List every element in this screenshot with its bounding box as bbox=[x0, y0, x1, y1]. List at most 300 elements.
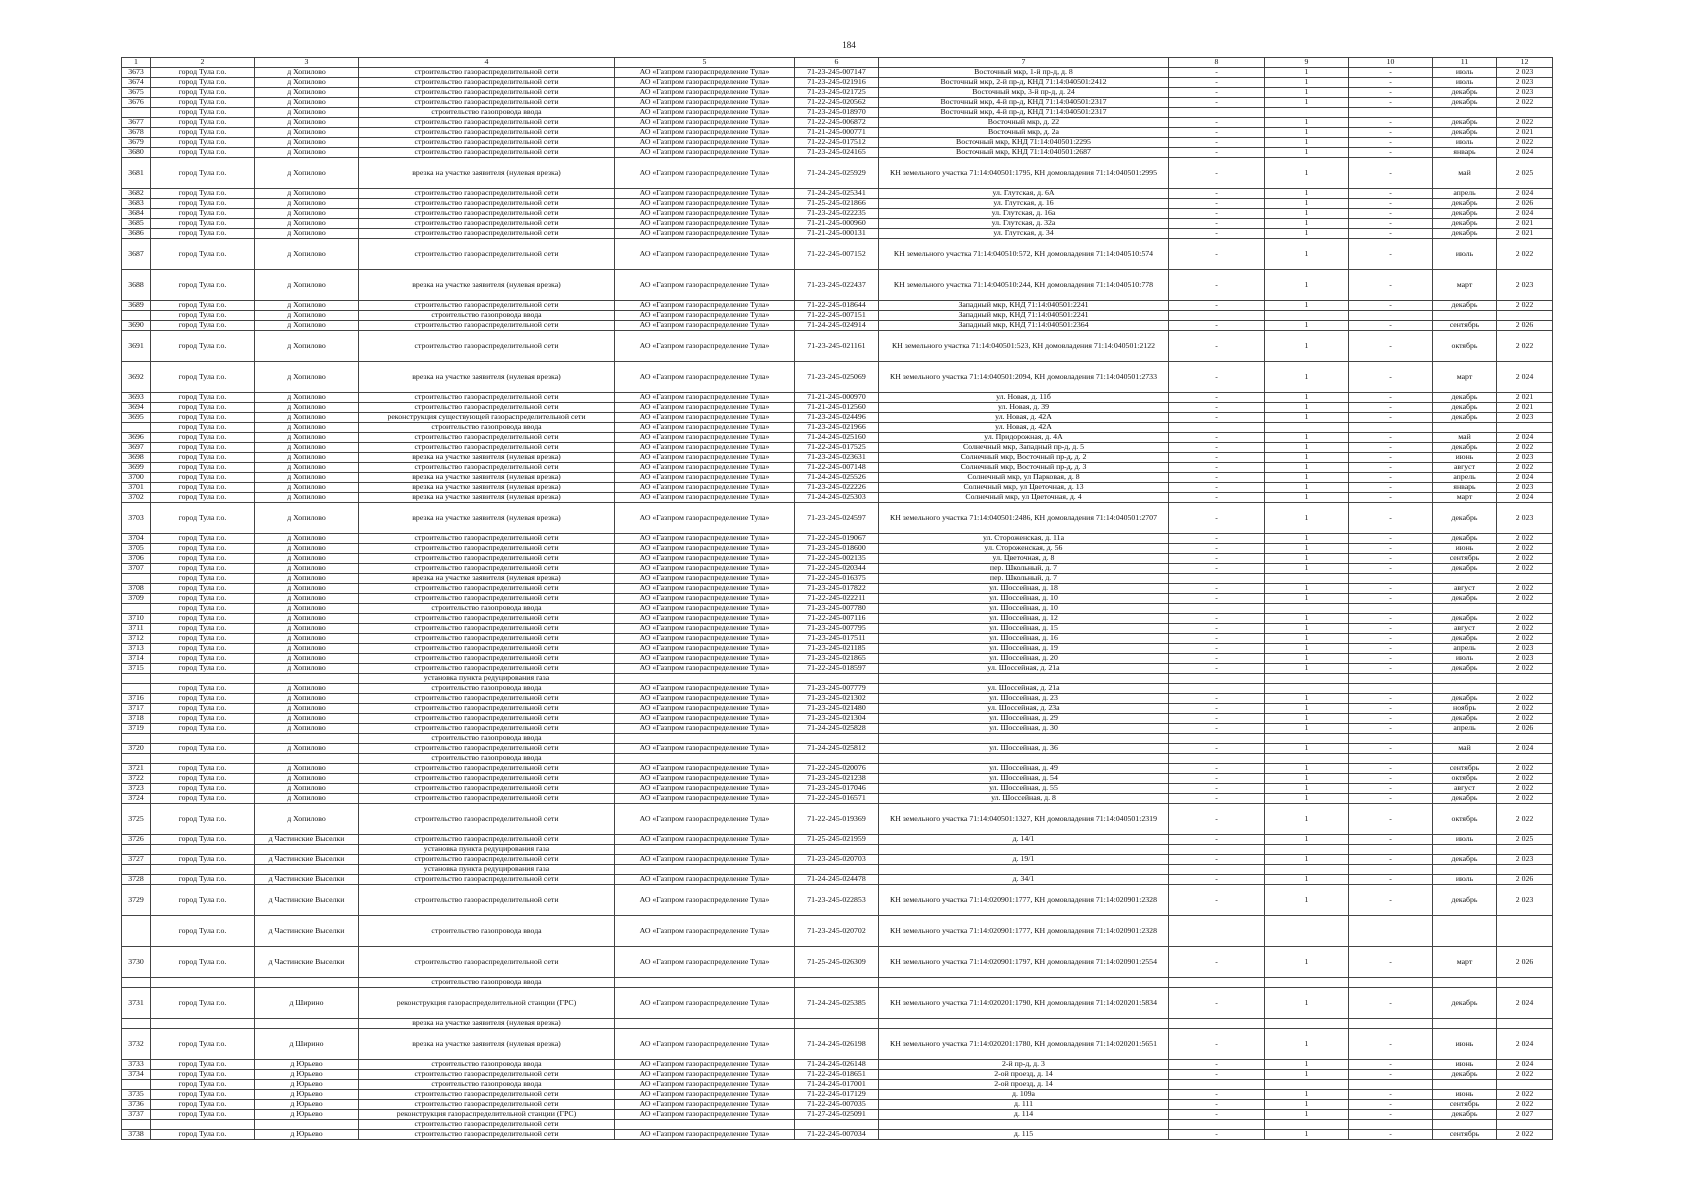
table-cell bbox=[879, 734, 1169, 744]
table-cell bbox=[795, 734, 879, 744]
table-row bbox=[122, 835, 1553, 845]
table-cell: 1 bbox=[1265, 128, 1349, 138]
table-cell: - bbox=[1169, 654, 1265, 664]
table-cell: 2 025 bbox=[1497, 835, 1553, 845]
table-row bbox=[122, 463, 1553, 473]
table-cell: строительство газораспределительной сети bbox=[359, 544, 615, 554]
table-cell: 71-22-245-020344 bbox=[795, 564, 879, 574]
table-cell: - bbox=[1349, 393, 1433, 403]
table-cell: 3722 bbox=[122, 774, 151, 784]
table-body bbox=[122, 68, 1553, 1140]
table-cell bbox=[1497, 674, 1553, 684]
table-cell: 71-22-245-016571 bbox=[795, 794, 879, 804]
table-cell: - bbox=[1169, 78, 1265, 88]
table-cell: - bbox=[1349, 774, 1433, 784]
table-cell: 71-22-245-020076 bbox=[795, 764, 879, 774]
table-cell bbox=[122, 734, 151, 744]
table-cell bbox=[1265, 108, 1349, 118]
table-cell: - bbox=[1169, 493, 1265, 503]
table-cell: врезка на участке заявителя (нулевая врезка) bbox=[359, 503, 615, 534]
table-cell: 2 022 bbox=[1497, 584, 1553, 594]
table-row bbox=[122, 503, 1553, 534]
table-cell: - bbox=[1349, 624, 1433, 634]
table-cell: АО «Газпром газораспределение Тула» bbox=[615, 68, 795, 78]
table-cell bbox=[1169, 734, 1265, 744]
table-cell: город Тула г.о. bbox=[151, 301, 255, 311]
table-cell: город Тула г.о. bbox=[151, 594, 255, 604]
table-cell: АО «Газпром газораспределение Тула» bbox=[615, 473, 795, 483]
table-cell: 2 023 bbox=[1497, 654, 1553, 664]
table-cell: д Хопилово bbox=[255, 493, 359, 503]
table-cell bbox=[795, 845, 879, 855]
table-cell: строительство газораспределительной сети bbox=[359, 534, 615, 544]
table-row bbox=[122, 158, 1553, 189]
table-cell: 71-27-245-025091 bbox=[795, 1110, 879, 1120]
table-cell: д Хопилово bbox=[255, 784, 359, 794]
table-cell: 1 bbox=[1265, 564, 1349, 574]
table-cell: АО «Газпром газораспределение Тула» bbox=[615, 564, 795, 574]
table-cell: строительство газораспределительной сети bbox=[359, 189, 615, 199]
table-cell: ул. Глутская, д. 16а bbox=[879, 209, 1169, 219]
table-row bbox=[122, 988, 1553, 1019]
table-cell: город Тула г.о. bbox=[151, 885, 255, 916]
table-cell: пер. Школьный, д. 7 bbox=[879, 564, 1169, 574]
table-cell: АО «Газпром газораспределение Тула» bbox=[615, 1070, 795, 1080]
table-row bbox=[122, 403, 1553, 413]
table-cell: - bbox=[1169, 483, 1265, 493]
table-cell: 71-23-245-021304 bbox=[795, 714, 879, 724]
table-cell: д. 34/1 bbox=[879, 875, 1169, 885]
table-cell bbox=[1433, 674, 1497, 684]
table-cell: 71-22-245-007034 bbox=[795, 1130, 879, 1140]
table-cell: АО «Газпром газораспределение Тула» bbox=[615, 694, 795, 704]
table-cell bbox=[1265, 311, 1349, 321]
table-cell: город Тула г.о. bbox=[151, 835, 255, 845]
table-cell: АО «Газпром газораспределение Тула» bbox=[615, 885, 795, 916]
table-row bbox=[122, 804, 1553, 835]
table-cell: - bbox=[1349, 270, 1433, 301]
table-cell: 71-24-245-017001 bbox=[795, 1080, 879, 1090]
table-cell: 71-23-245-024597 bbox=[795, 503, 879, 534]
table-cell: 3731 bbox=[122, 988, 151, 1019]
table-cell: Солнечный мкр, ул Цветочная, д. 13 bbox=[879, 483, 1169, 493]
column-header: 6 bbox=[795, 58, 879, 68]
table-row bbox=[122, 794, 1553, 804]
table-row bbox=[122, 714, 1553, 724]
table-cell: - bbox=[1169, 1130, 1265, 1140]
table-cell: 2 021 bbox=[1497, 403, 1553, 413]
column-header: 9 bbox=[1265, 58, 1349, 68]
table-cell: 3693 bbox=[122, 393, 151, 403]
table-cell: строительство газопровода ввода bbox=[359, 423, 615, 433]
table-cell: - bbox=[1349, 463, 1433, 473]
table-cell: строительство газораспределительной сети bbox=[359, 855, 615, 865]
table-cell: город Тула г.о. bbox=[151, 413, 255, 423]
table-cell: - bbox=[1349, 1130, 1433, 1140]
table-cell bbox=[795, 754, 879, 764]
table-cell: д Хопилово bbox=[255, 403, 359, 413]
table-cell: 3678 bbox=[122, 128, 151, 138]
table-cell: сентябрь bbox=[1433, 764, 1497, 774]
table-cell: 2 022 bbox=[1497, 664, 1553, 674]
table-cell: строительство газораспределительной сети bbox=[359, 463, 615, 473]
table-cell: декабрь bbox=[1433, 534, 1497, 544]
table-cell: город Тула г.о. bbox=[151, 68, 255, 78]
table-cell: 3695 bbox=[122, 413, 151, 423]
table-cell: д Хопилово bbox=[255, 413, 359, 423]
table-cell: Восточный мкр, 1-й пр-д, д. 8 bbox=[879, 68, 1169, 78]
table-cell: пер. Школьный, д. 7 bbox=[879, 574, 1169, 584]
table-row bbox=[122, 634, 1553, 644]
table-cell: декабрь bbox=[1433, 128, 1497, 138]
table-cell: строительство газораспределительной сети bbox=[359, 724, 615, 734]
table-cell: КН земельного участка 71:14:040501:2094, КН домовладения 71:14:040501:2733 bbox=[879, 362, 1169, 393]
table-cell bbox=[1169, 845, 1265, 855]
table-cell: 2 022 bbox=[1497, 784, 1553, 794]
table-cell: 1 bbox=[1265, 393, 1349, 403]
table-cell: 1 bbox=[1265, 664, 1349, 674]
table-cell: 1 bbox=[1265, 704, 1349, 714]
table-cell: 71-23-245-007780 bbox=[795, 604, 879, 614]
table-cell: 71-22-245-017525 bbox=[795, 443, 879, 453]
table-cell: ул. Шоссейная, д. 15 bbox=[879, 624, 1169, 634]
table-cell: ул. Шоссейная, д. 12 bbox=[879, 614, 1169, 624]
table-cell: АО «Газпром газораспределение Тула» bbox=[615, 764, 795, 774]
table-row bbox=[122, 321, 1553, 331]
table-cell: город Тула г.о. bbox=[151, 311, 255, 321]
table-cell: врезка на участке заявителя (нулевая врезка) bbox=[359, 270, 615, 301]
table-cell: - bbox=[1349, 1100, 1433, 1110]
table-cell bbox=[1349, 604, 1433, 614]
table-cell: декабрь bbox=[1433, 98, 1497, 108]
table-cell: 2 022 bbox=[1497, 614, 1553, 624]
table-cell: 1 bbox=[1265, 1100, 1349, 1110]
table-cell: город Тула г.о. bbox=[151, 704, 255, 714]
table-cell: январь bbox=[1433, 483, 1497, 493]
table-cell bbox=[122, 674, 151, 684]
table-cell: АО «Газпром газораспределение Тула» bbox=[615, 493, 795, 503]
table-cell bbox=[1433, 574, 1497, 584]
table-cell bbox=[1497, 311, 1553, 321]
table-row bbox=[122, 554, 1553, 564]
table-row bbox=[122, 885, 1553, 916]
table-cell: город Тула г.о. bbox=[151, 393, 255, 403]
table-cell: ул. Стороженская, д. 56 bbox=[879, 544, 1169, 554]
table-cell: Восточный мкр, 2-й пр-д, КНД 71:14:040501:2412 bbox=[879, 78, 1169, 88]
table-cell: - bbox=[1349, 988, 1433, 1019]
table-cell bbox=[1497, 916, 1553, 947]
table-cell: июль bbox=[1433, 239, 1497, 270]
column-header: 1 bbox=[122, 58, 151, 68]
table-row bbox=[122, 493, 1553, 503]
table-cell bbox=[1265, 845, 1349, 855]
table-cell: 2 022 bbox=[1497, 544, 1553, 554]
table-cell: 71-23-245-018600 bbox=[795, 544, 879, 554]
table-row bbox=[122, 774, 1553, 784]
table-cell: 3682 bbox=[122, 189, 151, 199]
table-cell: 3690 bbox=[122, 321, 151, 331]
table-cell: Восточный мкр, 4-й пр-д, КНД 71:14:040501:2317 bbox=[879, 108, 1169, 118]
table-cell: 2 024 bbox=[1497, 362, 1553, 393]
table-cell: д Хопилово bbox=[255, 189, 359, 199]
table-cell: ул. Глутская, д. 6А bbox=[879, 189, 1169, 199]
table-cell bbox=[1265, 684, 1349, 694]
table-cell: врезка на участке заявителя (нулевая врезка) bbox=[359, 483, 615, 493]
table-row bbox=[122, 78, 1553, 88]
table-cell: АО «Газпром газораспределение Тула» bbox=[615, 148, 795, 158]
table-cell: АО «Газпром газораспределение Тула» bbox=[615, 1130, 795, 1140]
table-cell bbox=[1433, 1019, 1497, 1029]
table-cell: город Тула г.о. bbox=[151, 804, 255, 835]
table-cell: июнь bbox=[1433, 1060, 1497, 1070]
table-cell: - bbox=[1169, 764, 1265, 774]
table-cell: 2 022 bbox=[1497, 98, 1553, 108]
table-cell: реконструкция газораспределительной станции (ГРС) bbox=[359, 1110, 615, 1120]
table-cell: 2 022 bbox=[1497, 301, 1553, 311]
table-cell: строительство газораспределительной сети bbox=[359, 614, 615, 624]
table-cell: АО «Газпром газораспределение Тула» bbox=[615, 804, 795, 835]
table-cell: д Хопилово bbox=[255, 483, 359, 493]
table-cell: город Тула г.о. bbox=[151, 694, 255, 704]
table-cell: строительство газораспределительной сети bbox=[359, 1090, 615, 1100]
table-cell bbox=[1497, 865, 1553, 875]
table-cell bbox=[1497, 1080, 1553, 1090]
table-cell: 2 022 bbox=[1497, 443, 1553, 453]
table-cell: город Тула г.о. bbox=[151, 1070, 255, 1080]
table-cell: - bbox=[1169, 393, 1265, 403]
table-cell: КН земельного участка 71:14:040501:523, КН домовладения 71:14:040501:2122 bbox=[879, 331, 1169, 362]
table-cell: ул. Шоссейная, д. 49 bbox=[879, 764, 1169, 774]
table-row bbox=[122, 754, 1553, 764]
table-cell: 3736 bbox=[122, 1100, 151, 1110]
table-cell: 2 022 bbox=[1497, 804, 1553, 835]
table-cell: ул. Шоссейная, д. 54 bbox=[879, 774, 1169, 784]
table-cell: 3729 bbox=[122, 885, 151, 916]
table-cell: 2 022 bbox=[1497, 1090, 1553, 1100]
table-cell: Солнечный мкр, Восточный пр-д, д. 2 bbox=[879, 453, 1169, 463]
table-cell: 71-23-245-021916 bbox=[795, 78, 879, 88]
table-cell: декабрь bbox=[1433, 664, 1497, 674]
table-cell: декабрь bbox=[1433, 413, 1497, 423]
table-cell: АО «Газпром газораспределение Тула» bbox=[615, 443, 795, 453]
table-cell: город Тула г.о. bbox=[151, 1080, 255, 1090]
table-cell: строительство газораспределительной сети bbox=[359, 794, 615, 804]
table-row bbox=[122, 413, 1553, 423]
table-cell: 71-24-245-025929 bbox=[795, 158, 879, 189]
table-cell: ул. Шоссейная, д. 18 bbox=[879, 584, 1169, 594]
table-cell: АО «Газпром газораспределение Тула» bbox=[615, 1080, 795, 1090]
table-cell bbox=[1169, 108, 1265, 118]
table-cell: д Хопилово bbox=[255, 148, 359, 158]
table-cell: д Частинские Выселки bbox=[255, 947, 359, 978]
table-cell bbox=[1265, 865, 1349, 875]
table-cell: - bbox=[1169, 885, 1265, 916]
table-cell: ул. Цветочная, д. 8 bbox=[879, 554, 1169, 564]
table-cell: Восточный мкр, 3-й пр-д, д. 24 bbox=[879, 88, 1169, 98]
table-cell: строительство газораспределительной сети bbox=[359, 694, 615, 704]
table-cell bbox=[1497, 684, 1553, 694]
table-cell: 1 bbox=[1265, 594, 1349, 604]
table-cell: 3720 bbox=[122, 744, 151, 754]
table-cell: д Хопилово bbox=[255, 331, 359, 362]
table-cell: АО «Газпром газораспределение Тула» bbox=[615, 584, 795, 594]
table-cell: октябрь bbox=[1433, 331, 1497, 362]
table-cell: 71-22-245-017129 bbox=[795, 1090, 879, 1100]
table-cell: город Тула г.о. bbox=[151, 78, 255, 88]
table-cell: ул. Шоссейная, д. 10 bbox=[879, 604, 1169, 614]
table-cell: д. 114 bbox=[879, 1110, 1169, 1120]
table-cell: декабрь bbox=[1433, 614, 1497, 624]
table-cell bbox=[795, 1120, 879, 1130]
table-cell: 71-23-245-024496 bbox=[795, 413, 879, 423]
table-cell: 3710 bbox=[122, 614, 151, 624]
table-cell: д Хопилово bbox=[255, 219, 359, 229]
table-cell: - bbox=[1349, 128, 1433, 138]
table-cell: 2 025 bbox=[1497, 158, 1553, 189]
table-cell: 3728 bbox=[122, 875, 151, 885]
table-row bbox=[122, 118, 1553, 128]
table-cell: 1 bbox=[1265, 270, 1349, 301]
table-cell: 2 023 bbox=[1497, 68, 1553, 78]
table-cell: врезка на участке заявителя (нулевая врезка) bbox=[359, 473, 615, 483]
table-cell: - bbox=[1349, 483, 1433, 493]
table-cell: Западный мкр, КНД 71:14:040501:2241 bbox=[879, 311, 1169, 321]
table-cell: АО «Газпром газораспределение Тула» bbox=[615, 614, 795, 624]
table-cell: д. 19/1 bbox=[879, 855, 1169, 865]
table-cell bbox=[1169, 423, 1265, 433]
table-cell: - bbox=[1169, 774, 1265, 784]
table-cell: 2 022 bbox=[1497, 118, 1553, 128]
table-cell: АО «Газпром газораспределение Тула» bbox=[615, 554, 795, 564]
table-cell: 2 027 bbox=[1497, 1110, 1553, 1120]
table-cell: д Хопилово bbox=[255, 503, 359, 534]
table-cell: - bbox=[1169, 199, 1265, 209]
table-cell: 1 bbox=[1265, 189, 1349, 199]
table-cell bbox=[615, 734, 795, 744]
table-cell: - bbox=[1349, 534, 1433, 544]
table-cell: АО «Газпром газораспределение Тула» bbox=[615, 98, 795, 108]
table-cell: 1 bbox=[1265, 209, 1349, 219]
table-cell: 71-23-245-021185 bbox=[795, 644, 879, 654]
table-cell: 71-23-245-007147 bbox=[795, 68, 879, 78]
table-cell: 1 bbox=[1265, 88, 1349, 98]
table-cell: город Тула г.о. bbox=[151, 554, 255, 564]
table-cell: строительство газораспределительной сети bbox=[359, 209, 615, 219]
table-cell: 2 021 bbox=[1497, 128, 1553, 138]
table-cell: 1 bbox=[1265, 1029, 1349, 1060]
table-cell: - bbox=[1169, 270, 1265, 301]
table-cell: - bbox=[1349, 148, 1433, 158]
table-cell: - bbox=[1169, 1100, 1265, 1110]
table-cell bbox=[122, 865, 151, 875]
table-cell: 3691 bbox=[122, 331, 151, 362]
table-cell: АО «Газпром газораспределение Тула» bbox=[615, 714, 795, 724]
table-cell: 3735 bbox=[122, 1090, 151, 1100]
table-cell: 2 023 bbox=[1497, 503, 1553, 534]
table-cell: декабрь bbox=[1433, 443, 1497, 453]
table-cell: - bbox=[1169, 714, 1265, 724]
table-cell: город Тула г.о. bbox=[151, 270, 255, 301]
table-cell: ул. Шоссейная, д. 30 bbox=[879, 724, 1169, 734]
table-cell: 1 bbox=[1265, 714, 1349, 724]
table-cell: август bbox=[1433, 784, 1497, 794]
table-cell: - bbox=[1169, 594, 1265, 604]
table-cell: 71-22-245-018597 bbox=[795, 664, 879, 674]
table-cell: 2 022 bbox=[1497, 794, 1553, 804]
table-cell bbox=[122, 978, 151, 988]
table-cell: АО «Газпром газораспределение Тула» bbox=[615, 855, 795, 865]
table-cell: 3686 bbox=[122, 229, 151, 239]
table-cell: - bbox=[1349, 239, 1433, 270]
table-cell: 71-23-245-021480 bbox=[795, 704, 879, 714]
table-cell: - bbox=[1169, 614, 1265, 624]
table-cell: 2 022 bbox=[1497, 694, 1553, 704]
table-row bbox=[122, 664, 1553, 674]
table-cell: д Хопилово bbox=[255, 301, 359, 311]
table-cell: 2-ой проезд, д. 14 bbox=[879, 1080, 1169, 1090]
table-cell: 1 bbox=[1265, 403, 1349, 413]
table-row bbox=[122, 270, 1553, 301]
table-cell: реконструкция газораспределительной станции (ГРС) bbox=[359, 988, 615, 1019]
table-cell: д Хопилово bbox=[255, 128, 359, 138]
table-cell: 3737 bbox=[122, 1110, 151, 1120]
table-cell: - bbox=[1169, 664, 1265, 674]
table-cell bbox=[1349, 1080, 1433, 1090]
table-cell: д Частинские Выселки bbox=[255, 835, 359, 845]
table-cell: 3715 bbox=[122, 664, 151, 674]
table-row bbox=[122, 534, 1553, 544]
table-cell: д Хопилово bbox=[255, 108, 359, 118]
table-cell: АО «Газпром газораспределение Тула» bbox=[615, 794, 795, 804]
table-cell: - bbox=[1349, 835, 1433, 845]
table-cell: 71-21-245-000131 bbox=[795, 229, 879, 239]
table-cell: строительство газораспределительной сети bbox=[359, 78, 615, 88]
table-cell: д Хопилово bbox=[255, 463, 359, 473]
table-cell: 1 bbox=[1265, 362, 1349, 393]
table-cell: АО «Газпром газораспределение Тула» bbox=[615, 1060, 795, 1070]
table-cell: декабрь bbox=[1433, 209, 1497, 219]
table-row bbox=[122, 916, 1553, 947]
table-cell: 71-22-245-007035 bbox=[795, 1100, 879, 1110]
table-cell bbox=[879, 1120, 1169, 1130]
table-row bbox=[122, 473, 1553, 483]
table-cell: 71-25-245-021866 bbox=[795, 199, 879, 209]
table-cell: 2 024 bbox=[1497, 1029, 1553, 1060]
table-cell: строительство газораспределительной сети bbox=[359, 784, 615, 794]
table-cell: КН земельного участка 71:14:020901:1797, КН домовладения 71:14:020901:2554 bbox=[879, 947, 1169, 978]
table-row bbox=[122, 311, 1553, 321]
table-cell: 2 022 bbox=[1497, 624, 1553, 634]
table-cell: строительство газораспределительной сети bbox=[359, 554, 615, 564]
table-cell: город Тула г.о. bbox=[151, 331, 255, 362]
table-cell: - bbox=[1349, 634, 1433, 644]
table-cell bbox=[879, 978, 1169, 988]
table-cell: - bbox=[1169, 403, 1265, 413]
table-cell bbox=[122, 311, 151, 321]
table-cell: 1 bbox=[1265, 744, 1349, 754]
table-cell bbox=[1433, 978, 1497, 988]
table-cell: д Хопилово bbox=[255, 362, 359, 393]
table-cell: д Хопилово bbox=[255, 664, 359, 674]
table-cell: март bbox=[1433, 493, 1497, 503]
table-cell: город Тула г.о. bbox=[151, 209, 255, 219]
table-cell bbox=[879, 865, 1169, 875]
table-cell: - bbox=[1169, 544, 1265, 554]
table-cell: октябрь bbox=[1433, 774, 1497, 784]
table-cell bbox=[1433, 684, 1497, 694]
table-cell: - bbox=[1169, 128, 1265, 138]
table-cell: - bbox=[1169, 158, 1265, 189]
